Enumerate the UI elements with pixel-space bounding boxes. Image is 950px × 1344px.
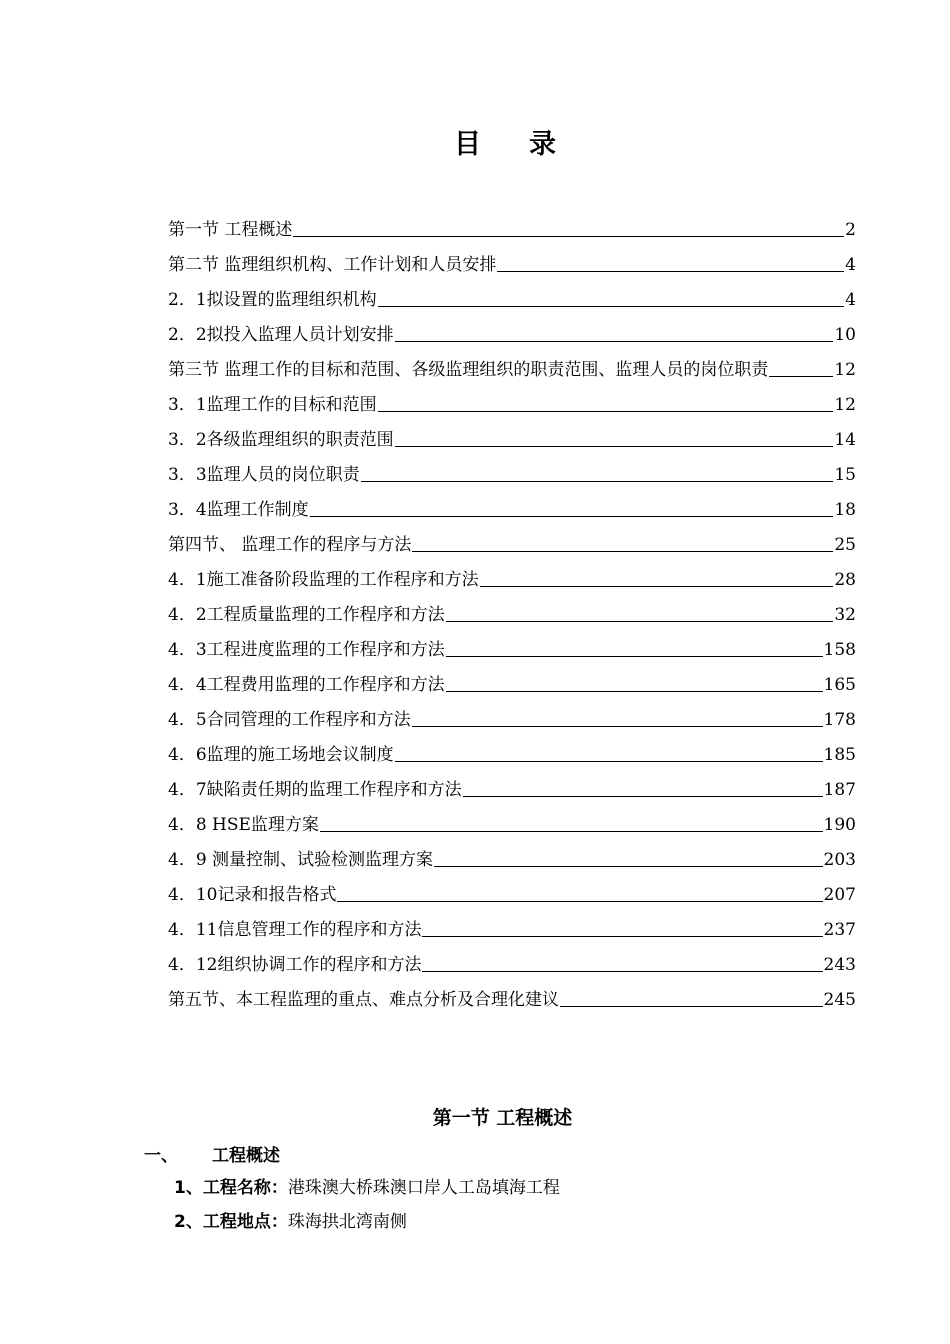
toc-leader-line xyxy=(378,305,845,307)
toc-entry-page-number: 4 xyxy=(845,255,856,275)
toc-entry-page-number: 237 xyxy=(823,920,856,940)
toc-leader-line xyxy=(463,795,823,797)
toc-leader-line xyxy=(412,550,833,552)
toc-entry-page-number: 15 xyxy=(834,465,856,485)
toc-entry[interactable] xyxy=(168,905,856,940)
info-value: 珠海拱北湾南侧 xyxy=(287,1212,407,1232)
toc-entry[interactable] xyxy=(168,800,856,835)
toc-entry[interactable] xyxy=(168,240,856,275)
toc-entry[interactable] xyxy=(168,590,856,625)
toc-entry-label: 4．2工程质量监理的工作程序和方法 xyxy=(168,605,445,625)
toc-entry-page-number: 25 xyxy=(834,535,856,555)
toc-entry-label: 4．12组织协调工作的程序和方法 xyxy=(168,955,422,975)
toc-entry-label: 2．1拟设置的监理组织机构 xyxy=(168,290,377,310)
sub-heading-title: 工程概述 xyxy=(212,1146,280,1166)
toc-entry-page-number: 4 xyxy=(845,290,856,310)
toc-entry-page-number: 178 xyxy=(823,710,856,730)
toc-entry-label: 第二节 监理组织机构、工作计划和人员安排 xyxy=(168,255,497,275)
toc-leader-line xyxy=(395,445,834,447)
toc-entry-page-number: 165 xyxy=(823,675,856,695)
toc-leader-line xyxy=(497,270,844,272)
toc-title-left: 目 xyxy=(454,129,481,160)
toc-leader-line xyxy=(560,1005,823,1007)
toc-leader-line xyxy=(434,865,823,867)
toc-entry[interactable] xyxy=(168,870,856,905)
toc-entry-label: 3．2各级监理组织的职责范围 xyxy=(168,430,394,450)
toc-leader-line xyxy=(395,760,823,762)
info-key: 2、工程地点： xyxy=(174,1212,288,1232)
toc-entry-page-number: 28 xyxy=(834,570,856,590)
toc-entry[interactable] xyxy=(168,275,856,310)
toc-entry-page-number: 32 xyxy=(834,605,856,625)
toc-entry-label: 4．6监理的施工场地会议制度 xyxy=(168,745,394,765)
toc-entry-label: 第一节 工程概述 xyxy=(168,220,293,240)
toc-entry[interactable] xyxy=(168,765,856,800)
toc-entry[interactable] xyxy=(168,520,856,555)
toc-entry[interactable] xyxy=(168,485,856,520)
toc-leader-line xyxy=(446,655,823,657)
toc-entry-label: 4．1施工准备阶段监理的工作程序和方法 xyxy=(168,570,479,590)
toc-entry-label: 第五节、本工程监理的重点、难点分析及合理化建议 xyxy=(168,990,559,1010)
info-line-project-location xyxy=(174,1207,407,1232)
toc-entry-page-number: 203 xyxy=(823,850,856,870)
toc-leader-line xyxy=(378,410,834,412)
toc-entry-label: 4．4工程费用监理的工作程序和方法 xyxy=(168,675,445,695)
table-of-contents xyxy=(168,205,856,1010)
toc-entry-label: 第三节 监理工作的目标和范围、各级监理组织的职责范围、监理人员的岗位职责 xyxy=(168,360,769,380)
toc-entry[interactable] xyxy=(168,625,856,660)
toc-leader-line xyxy=(422,970,822,972)
toc-leader-line xyxy=(480,585,834,587)
toc-entry-label: 第四节、 监理工作的程序与方法 xyxy=(168,535,412,555)
info-key: 1、工程名称： xyxy=(174,1178,288,1198)
toc-leader-line xyxy=(320,830,823,832)
toc-entry-page-number: 243 xyxy=(823,955,856,975)
toc-entry-page-number: 187 xyxy=(823,780,856,800)
sub-heading xyxy=(144,1141,280,1166)
toc-leader-line xyxy=(412,725,823,727)
toc-leader-line xyxy=(446,690,823,692)
toc-entry-page-number: 158 xyxy=(823,640,856,660)
toc-entry[interactable] xyxy=(168,450,856,485)
toc-entry[interactable] xyxy=(168,310,856,345)
toc-entry-page-number: 12 xyxy=(834,360,856,380)
toc-entry-label: 4．10记录和报告格式 xyxy=(168,885,337,905)
toc-entry-page-number: 245 xyxy=(823,990,856,1010)
toc-entry[interactable] xyxy=(168,730,856,765)
toc-leader-line xyxy=(361,480,834,482)
toc-leader-line xyxy=(293,235,844,237)
toc-entry-page-number: 18 xyxy=(834,500,856,520)
section-heading: 第一节 工程概述 xyxy=(432,1107,573,1129)
toc-entry-label: 3．3监理人员的岗位职责 xyxy=(168,465,360,485)
toc-entry-page-number: 190 xyxy=(823,815,856,835)
toc-entry[interactable] xyxy=(168,415,856,450)
toc-entry-label: 2．2拟投入监理人员计划安排 xyxy=(168,325,394,345)
toc-entry-page-number: 2 xyxy=(845,220,856,240)
toc-entry[interactable] xyxy=(168,205,856,240)
toc-leader-line xyxy=(446,620,834,622)
toc-leader-line xyxy=(422,935,822,937)
info-line-project-name xyxy=(174,1173,560,1198)
toc-leader-line xyxy=(337,900,822,902)
toc-entry-label: 3．4监理工作制度 xyxy=(168,500,309,520)
toc-leader-line xyxy=(769,375,833,377)
toc-entry-label: 4．3工程进度监理的工作程序和方法 xyxy=(168,640,445,660)
toc-entry-label: 4．8 HSE监理方案 xyxy=(168,815,319,835)
toc-entry-label: 4．5合同管理的工作程序和方法 xyxy=(168,710,411,730)
toc-leader-line xyxy=(395,340,834,342)
toc-entry[interactable] xyxy=(168,835,856,870)
toc-entry[interactable] xyxy=(168,660,856,695)
toc-title-right: 录 xyxy=(529,129,556,160)
toc-entry[interactable] xyxy=(168,940,856,975)
toc-entry[interactable] xyxy=(168,380,856,415)
toc-entry-label: 4．7缺陷责任期的监理工作程序和方法 xyxy=(168,780,462,800)
toc-entry[interactable] xyxy=(168,345,856,380)
toc-entry[interactable] xyxy=(168,695,856,730)
info-value: 港珠澳大桥珠澳口岸人工岛填海工程 xyxy=(287,1178,560,1198)
toc-entry-label: 3．1监理工作的目标和范围 xyxy=(168,395,377,415)
toc-entry[interactable] xyxy=(168,975,856,1010)
toc-entry-page-number: 185 xyxy=(823,745,856,765)
toc-entry-label: 4．11信息管理工作的程序和方法 xyxy=(168,920,422,940)
sub-heading-number: 一、 xyxy=(144,1146,178,1166)
toc-entry-page-number: 14 xyxy=(834,430,856,450)
toc-title xyxy=(0,122,950,161)
toc-entry-page-number: 207 xyxy=(823,885,856,905)
toc-entry-page-number: 12 xyxy=(834,395,856,415)
toc-entry-label: 4．9 测量控制、试验检测监理方案 xyxy=(168,850,434,870)
toc-leader-line xyxy=(310,515,834,517)
toc-entry-page-number: 10 xyxy=(834,325,856,345)
toc-entry[interactable] xyxy=(168,555,856,590)
